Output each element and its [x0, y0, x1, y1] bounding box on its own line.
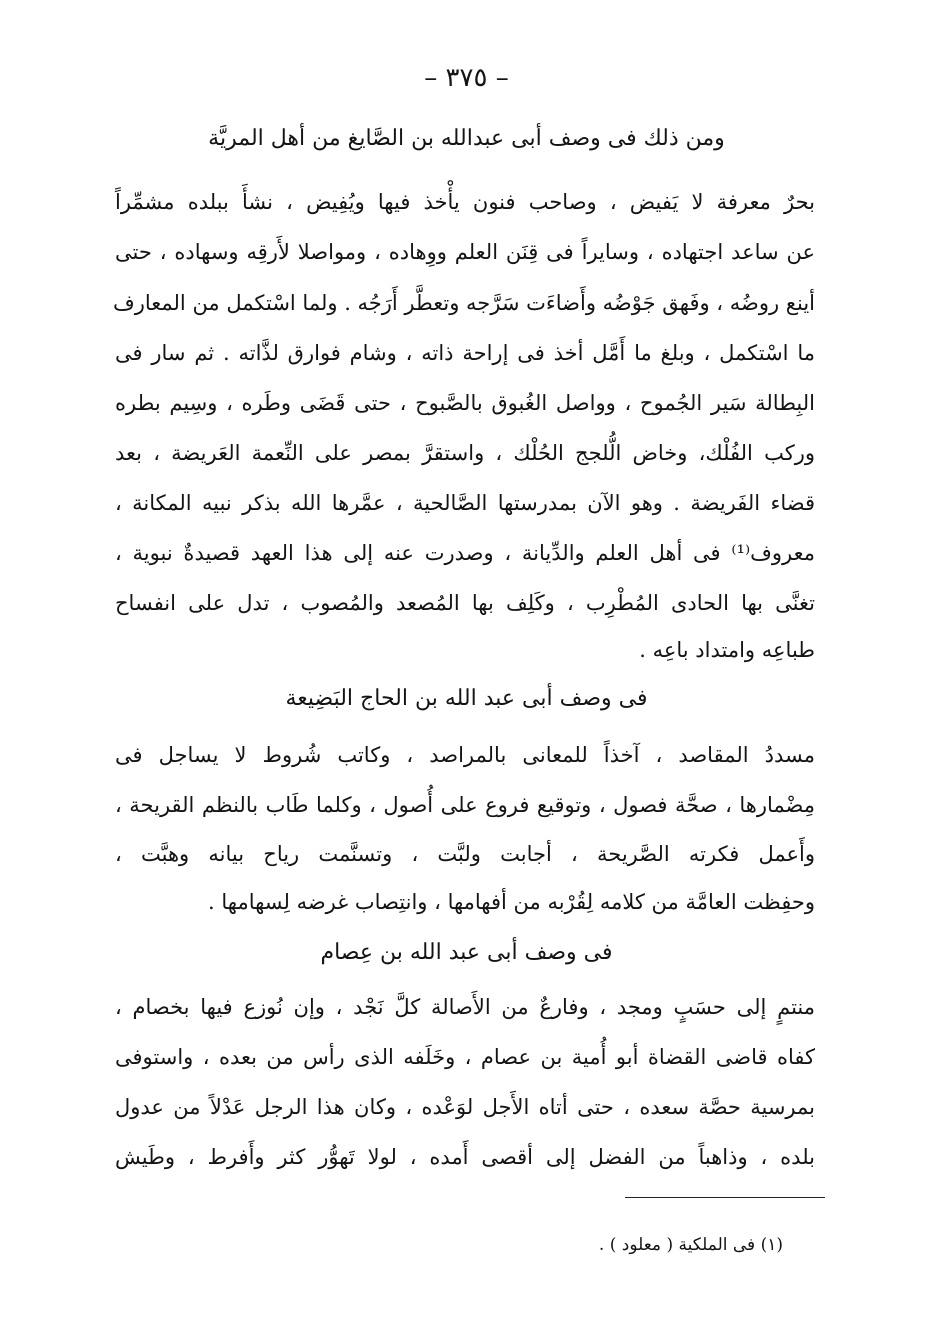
text-line: كفاه قاضى القضاة أبو أُمية بن عصام ، وخَلَفه الذى رأس من بعده ، واستوفى: [115, 1045, 815, 1069]
section-heading-3: فى وصف أبى عبد الله بن عِصام: [320, 940, 613, 965]
text-line: مسددُ المقاصد ، آخذاً للمعانى بالمراصد ، وكاتب شُروط لا يساجل فى: [115, 743, 815, 767]
text-line: بحرٌ معرفة لا يَفيض ، وصاحب فنون يأْخذ فيها ويُفِيض ، نشأَ ببلده مشمِّراً: [115, 190, 815, 214]
text-line: قضاء الفَريضة . وهو الآن بمدرستها الصَّالحية ، عمَّرها الله بذكر نبيه المكانة ،: [115, 491, 815, 515]
text-line: وأَعمل فكرته الصَّريحة ، أجابت ولبَّت ، وتسنَّمت رياح بيانه وهبَّت ،: [115, 842, 815, 866]
text-line: بمرسية حصَّة سعده ، حتى أتاه الأَجل لوَعْده ، وكان هذا الرجل عَدْلاً من عدول: [115, 1095, 815, 1119]
section-heading-1: ومن ذلك فى وصف أبى عبدالله بن الصَّايغ من أهل المريَّة: [208, 126, 725, 151]
footnote: (١) فى الملكية ( معلود ) .: [598, 1235, 783, 1255]
text-line: وحفِظت العامَّة من كلامه لِقُرْبه من أفهامها ، وانتِصاب غرضه لِسهامها .: [208, 890, 815, 914]
text-line: وركب الفُلْك، وخاض الُّلجج الحُلْك ، واستقرَّ بمصر على النِّعمة العَريضة ، بعد: [115, 441, 815, 465]
text-line: البِطالة سَير الجُموح ، وواصل الغُبوق بالصَّبوح ، حتى قَضَى وطَره ، وسِيم بطره: [115, 391, 815, 415]
text-line: طباعِه وامتداد باعِه .: [639, 638, 815, 662]
footnote-divider: [625, 1197, 825, 1198]
text-line: أينع روضُه ، وفَهق جَوْضُه وأَضاءَت سَرَّجه وتعطَّر أَرَجُه . ولما اسْتكمل من المعارف: [112, 291, 815, 315]
section-heading-2: فى وصف أبى عبد الله بن الحاج البَضِيعة: [285, 686, 648, 711]
page-number: – ٣٧٥ –: [424, 63, 509, 93]
text-line: مِضْمارها ، صحَّة فصول ، وتوقيع فروع على أُصول ، وكلما طَاب بالنظم القريحة ،: [115, 793, 815, 817]
text-line: ما اسْتكمل ، وبلغ ما أَمَّل أخذ فى إراحة ذاته ، وشام فوارق لذَّاته . ثم سار فى: [115, 341, 815, 365]
text-line: معروف⁽¹⁾ فى أهل العلم والدِّيانة ، وصدرت عنه إلى هذا العهد قصيدةٌ نبوية ،: [115, 541, 815, 565]
text-line: عن ساعد اجتهاده ، وسايراً فى قِنَن العلم ووِهاده ، ومواصلا لأَرقِه وسهاده ، حتى: [115, 240, 815, 264]
text-line: بلده ، وذاهباً من الفضل إلى أقصى أَمده ، لولا تَهوُّر كثر وأَفرط ، وطَيش: [115, 1145, 815, 1169]
text-line: تغنَّى بها الحادى المُطْرِب ، وكَلِف بها المُصعد والمُصوب ، تدل على انفساح: [115, 591, 815, 615]
text-line: منتمٍ إلى حسَبٍ ومجد ، وفارعٌ من الأَصالة كلَّ نَجْد ، وإن نُوزع فيها بخصام ،: [115, 995, 815, 1019]
